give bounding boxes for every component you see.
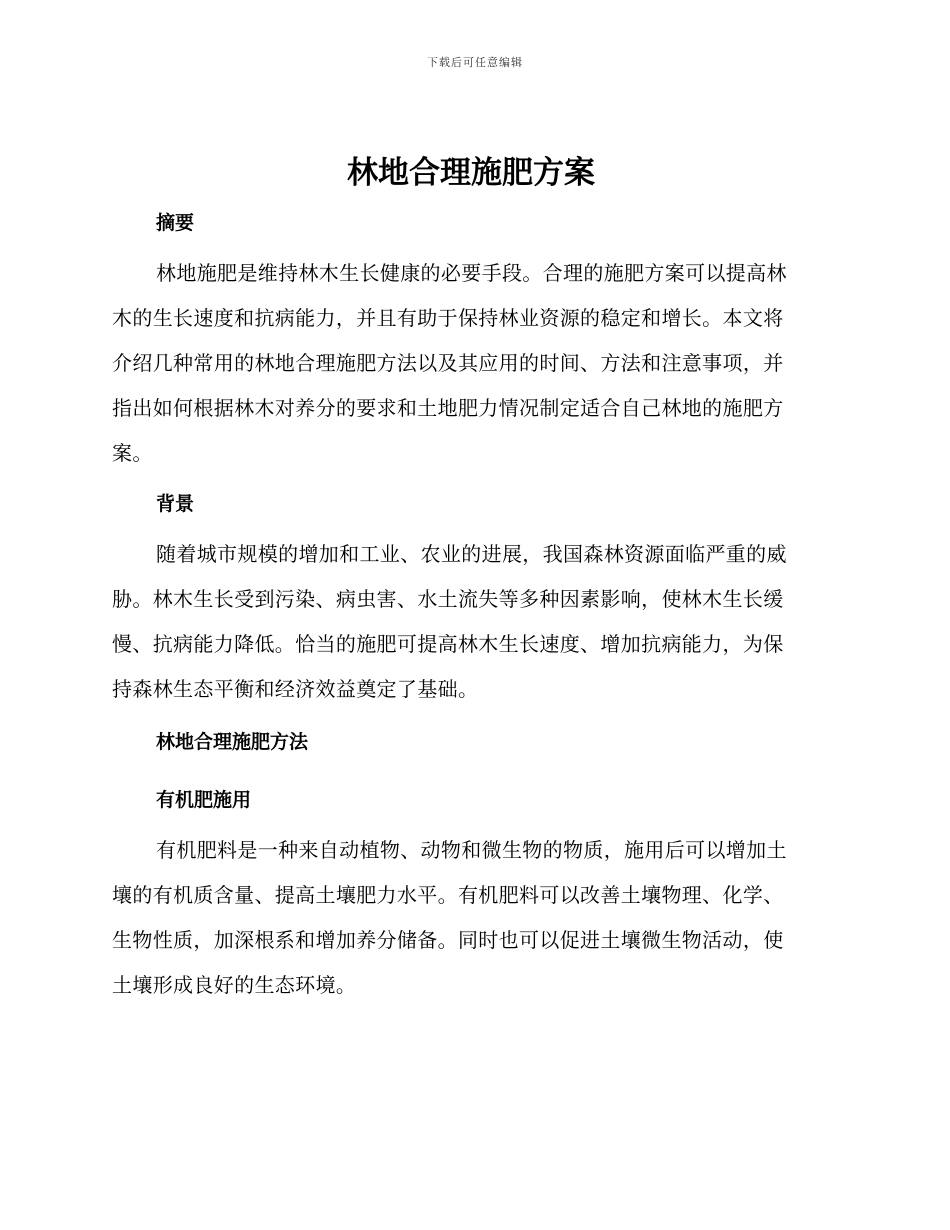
paragraph-line: 介绍几种常用的林地合理施肥方法以及其应用的时间、方法和注意事项，并	[112, 351, 784, 375]
paragraph-line: 案。	[112, 441, 153, 465]
page-header-note: 下载后可任意编辑	[427, 56, 523, 69]
paragraph-line: 有机肥料是一种来自动植物、动物和微生物的物质，施用后可以增加土	[156, 838, 787, 862]
paragraph-background	[112, 532, 830, 712]
document-title: 林地合理施肥方案	[347, 155, 595, 191]
paragraph-organic-fertilizer	[112, 828, 830, 1008]
paragraph-line: 慢、抗病能力降低。恰当的施肥可提高林木生长速度、增加抗病能力，为保	[112, 632, 784, 656]
document-body	[112, 150, 830, 1008]
paragraph-line: 随着城市规模的增加和工业、农业的进展，我国森林资源面临严重的威	[156, 542, 787, 566]
section-heading-methods: 林地合理施肥方法	[156, 731, 309, 753]
paragraph-line: 指出如何根据林木对养分的要求和土地肥力情况制定适合自己林地的施肥方	[112, 396, 784, 420]
paragraph-line: 生物性质，加深根系和增加养分储备。同时也可以促进土壤微生物活动，使	[112, 928, 784, 952]
paragraph-line: 胁。林木生长受到污染、病虫害、水土流失等多种因素影响，使林木生长缓	[112, 587, 784, 611]
section-heading-background: 背景	[156, 493, 195, 515]
paragraph-line: 壤的有机质含量、提高土壤肥力水平。有机肥料可以改善土壤物理、化学、	[112, 883, 784, 907]
section-heading-organic-fertilizer: 有机肥施用	[156, 789, 252, 811]
paragraph-line: 土壤形成良好的生态环境。	[112, 973, 357, 997]
paragraph-line: 持森林生态平衡和经济效益奠定了基础。	[112, 677, 479, 701]
paragraph-abstract	[112, 251, 830, 476]
paragraph-line: 木的生长速度和抗病能力，并且有助于保持林业资源的稳定和增长。本文将	[112, 306, 784, 330]
paragraph-line: 林地施肥是维持林木生长健康的必要手段。合理的施肥方案可以提高林	[156, 261, 787, 285]
section-heading-abstract: 摘要	[156, 212, 195, 234]
